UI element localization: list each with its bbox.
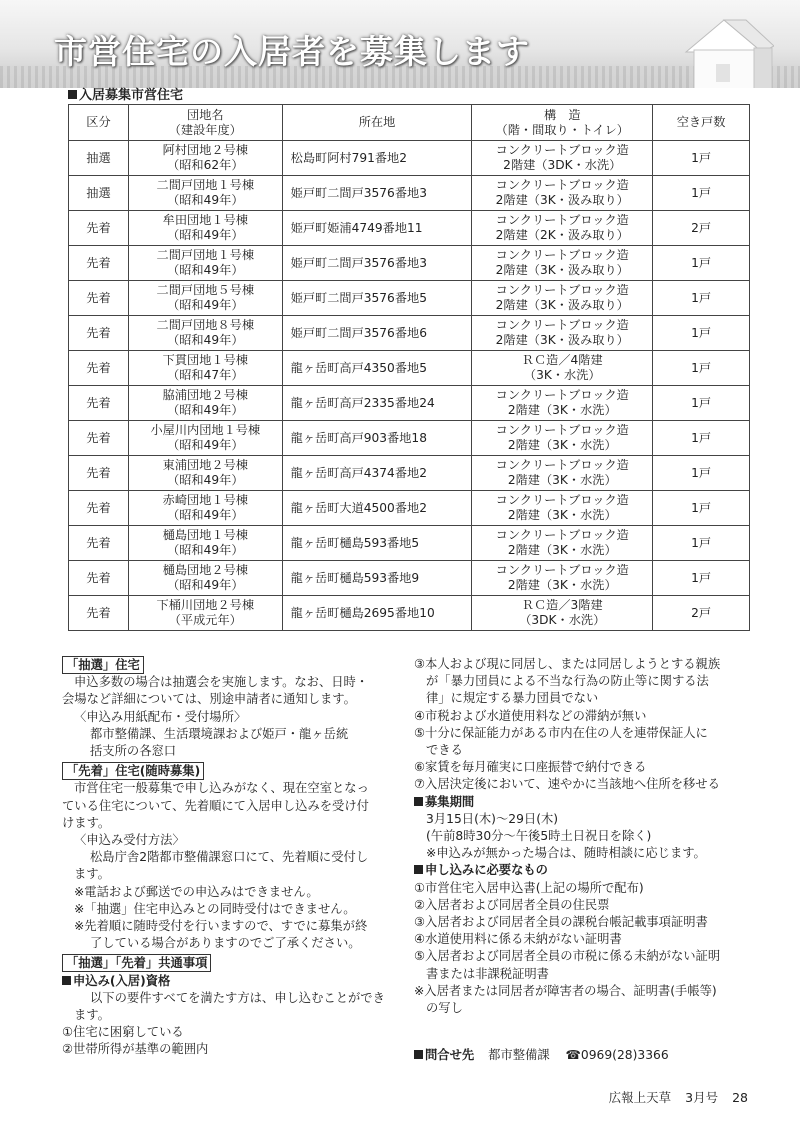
note-1: ※電話および郵送での申込みはできません。 <box>74 884 319 899</box>
header-kubun: 区分 <box>69 105 129 141</box>
cell-vacant: 1戸 <box>653 456 750 491</box>
table-row <box>69 491 750 526</box>
table-row <box>69 456 750 491</box>
cell-vacant: 1戸 <box>653 141 750 176</box>
requirement-5b: できる <box>426 743 463 758</box>
cell-name: 東浦団地２号棟 （昭和49年） <box>128 456 282 491</box>
cell-address: 龍ヶ岳町高戸903番地18 <box>282 421 472 456</box>
issue-month: 3月号 <box>685 1090 719 1105</box>
document-note-a: ※入居者または同居者が障害者の場合、証明書(手帳等) <box>414 983 717 998</box>
cell-kubun: 先着 <box>69 386 129 421</box>
table-row <box>69 351 750 386</box>
table-row <box>69 141 750 176</box>
cell-structure: コンクリートブロック造 2階建（3K・水洗） <box>472 561 653 596</box>
contact-heading: 問合せ先 <box>414 1048 474 1062</box>
publication-name: 広報上天草 <box>608 1090 672 1105</box>
housing-units-table <box>68 104 750 631</box>
table-row <box>69 421 750 456</box>
cell-kubun: 先着 <box>69 456 129 491</box>
period-note: ※申込みが無かった場合は、随時相談に応じます。 <box>426 846 706 861</box>
header-vacant: 空き戸数 <box>653 105 750 141</box>
cell-kubun: 先着 <box>69 281 129 316</box>
header-name: 団地名 （建設年度） <box>128 105 282 141</box>
page-number: 28 <box>732 1090 748 1105</box>
left-column <box>62 656 402 1059</box>
house-illustration <box>676 12 774 88</box>
chusen-place-2: 括支所の各窓口 <box>90 744 177 759</box>
table-section-label: 入居募集市営住宅 <box>68 84 183 103</box>
cell-kubun: 先着 <box>69 351 129 386</box>
cell-vacant: 1戸 <box>653 421 750 456</box>
requirement-4: ④市税および水道使用料などの滞納が無い <box>414 708 647 723</box>
chusen-place-1: 都市整備課、生活環境課および姫戸・龍ヶ岳統 <box>90 726 349 741</box>
cell-structure: コンクリートブロック造 2階建（3K・水洗） <box>472 491 653 526</box>
cell-name: 二間戸団地１号棟 （昭和49年） <box>128 246 282 281</box>
cell-address: 龍ヶ岳町樋島593番地5 <box>282 526 472 561</box>
cell-name: 二間戸団地８号棟 （昭和49年） <box>128 316 282 351</box>
period-dates: 3月15日(木)～29日(木) <box>426 811 559 826</box>
header-address: 所在地 <box>282 105 472 141</box>
chusen-text-2: 会場など詳細については、別途申請者に通知します。 <box>62 692 356 707</box>
cell-address: 龍ヶ岳町高戸4374番地2 <box>282 456 472 491</box>
cell-kubun: 先着 <box>69 491 129 526</box>
requirement-3c: 律」に規定する暴力団員でない <box>426 691 599 706</box>
cell-kubun: 先着 <box>69 526 129 561</box>
cell-name: 下桶川団地２号棟 （平成元年） <box>128 596 282 631</box>
cell-name: 脇浦団地２号棟 （昭和49年） <box>128 386 282 421</box>
note-3a: ※先着順に随時受付を行いますので、すでに募集が終 <box>74 919 368 934</box>
header-structure: 構 造 （階・間取り・トイレ） <box>472 105 653 141</box>
requirement-5a: ⑤十分に保証能力がある市内在住の人を連帯保証人に <box>414 725 708 740</box>
cell-structure: コンクリートブロック造 2階建（3K・汲み取り） <box>472 176 653 211</box>
cell-name: 牟田団地１号棟 （昭和49年） <box>128 211 282 246</box>
cell-structure: ＲＣ造／3階建 （3DK・水洗） <box>472 596 653 631</box>
requirement-2: ②世帯所得が基準の範囲内 <box>62 1042 209 1057</box>
right-column <box>414 656 754 1064</box>
cell-kubun: 先着 <box>69 316 129 351</box>
document-note-b: の写し <box>426 1001 463 1016</box>
cell-structure: コンクリートブロック造 2階建（2K・汲み取り） <box>472 211 653 246</box>
cell-structure: コンクリートブロック造 2階建（3K・水洗） <box>472 526 653 561</box>
chusen-subhead: 〈申込み用紙配布・受付場所〉 <box>74 709 247 724</box>
cell-structure: コンクリートブロック造 2階建（3DK・水洗） <box>472 141 653 176</box>
senchaku-tag: 「先着」住宅(随時募集) <box>62 762 204 780</box>
cell-vacant: 1戸 <box>653 176 750 211</box>
table-row <box>69 316 750 351</box>
note-3b: 了している場合がありますのでご了承ください。 <box>90 936 361 951</box>
contact-phone: ☎0969(28)3366 <box>565 1048 669 1063</box>
period-hours: (午前8時30分～午後5時土日祝日を除く) <box>426 829 652 844</box>
page-title: 市営住宅の入居者を募集します <box>54 32 530 71</box>
cell-address: 龍ヶ岳町大道4500番地2 <box>282 491 472 526</box>
cell-kubun: 先着 <box>69 211 129 246</box>
requirement-7: ⑦入居決定後において、速やかに当該地へ住所を移せる <box>414 777 720 792</box>
cell-kubun: 先着 <box>69 561 129 596</box>
senchaku-text-3: けます。 <box>62 815 111 830</box>
document-3: ③入居者および同居者全員の課税台帳記載事項証明書 <box>414 915 708 930</box>
cell-vacant: 1戸 <box>653 246 750 281</box>
cell-address: 龍ヶ岳町樋島2695番地10 <box>282 596 472 631</box>
contact-department: 都市整備課 <box>488 1048 550 1063</box>
table-row <box>69 386 750 421</box>
cell-kubun: 先着 <box>69 421 129 456</box>
cell-vacant: 1戸 <box>653 561 750 596</box>
cell-address: 龍ヶ岳町高戸2335番地24 <box>282 386 472 421</box>
table-header-row <box>69 105 750 141</box>
cell-structure: ＲＣ造／4階建 （3K・水洗） <box>472 351 653 386</box>
cell-name: 樋島団地１号棟 （昭和49年） <box>128 526 282 561</box>
cell-address: 姫戸町姫浦4749番地11 <box>282 211 472 246</box>
table-row <box>69 211 750 246</box>
cell-kubun: 抽選 <box>69 141 129 176</box>
table-row <box>69 176 750 211</box>
cell-address: 姫戸町二間戸3576番地5 <box>282 281 472 316</box>
cell-vacant: 1戸 <box>653 491 750 526</box>
cell-address: 龍ヶ岳町高戸4350番地5 <box>282 351 472 386</box>
cell-kubun: 抽選 <box>69 176 129 211</box>
qualification-text-2: ます。 <box>74 1008 110 1023</box>
document-1: ①市営住宅入居申込書(上記の場所で配布) <box>414 880 644 895</box>
senchaku-method-2: ます。 <box>74 867 110 882</box>
requirement-3a: ③本人および現に同居し、または同居しようとする親族 <box>414 657 721 671</box>
table-row <box>69 561 750 596</box>
table-row <box>69 526 750 561</box>
document-2: ②入居者および同居者全員の住民票 <box>414 897 610 912</box>
note-2: ※「抽選」住宅申込みとの同時受付はできません。 <box>74 901 356 916</box>
qualification-text-1: 以下の要件すべてを満たす方は、申し込むことができ <box>90 990 385 1005</box>
cell-structure: コンクリートブロック造 2階建（3K・汲み取り） <box>472 316 653 351</box>
requirement-1: ①住宅に困窮している <box>62 1025 184 1040</box>
cell-name: 樋島団地２号棟 （昭和49年） <box>128 561 282 596</box>
table-row <box>69 246 750 281</box>
senchaku-text-1: 市営住宅一般募集で申し込みがなく、現在空室となっ <box>74 781 369 796</box>
qualification-heading: 申込み(入居)資格 <box>62 973 402 990</box>
cell-vacant: 2戸 <box>653 596 750 631</box>
cell-address: 姫戸町二間戸3576番地3 <box>282 246 472 281</box>
chusen-text-1: 申込多数の場合は抽選会を実施します。なお、日時・ <box>74 675 369 690</box>
cell-structure: コンクリートブロック造 2階建（3K・水洗） <box>472 386 653 421</box>
requirement-3b: が「暴力団員による不当な行為の防止等に関する法 <box>426 674 709 689</box>
documents-heading: 申し込みに必要なもの <box>414 862 754 879</box>
cell-structure: コンクリートブロック造 2階建（3K・水洗） <box>472 421 653 456</box>
cell-address: 松島町阿村791番地2 <box>282 141 472 176</box>
cell-name: 阿村団地２号棟 （昭和62年） <box>128 141 282 176</box>
cell-kubun: 先着 <box>69 596 129 631</box>
cell-address: 姫戸町二間戸3576番地3 <box>282 176 472 211</box>
cell-structure: コンクリートブロック造 2階建（3K・汲み取り） <box>472 281 653 316</box>
cell-vacant: 1戸 <box>653 351 750 386</box>
senchaku-text-2: ている住宅について、先着順にて入居申し込みを受け付 <box>62 798 369 813</box>
page-footer <box>609 1088 748 1106</box>
chusen-tag: 「抽選」住宅 <box>62 656 144 674</box>
cell-vacant: 1戸 <box>653 316 750 351</box>
cell-name: 二間戸団地５号棟 （昭和49年） <box>128 281 282 316</box>
cell-name: 赤崎団地１号棟 （昭和49年） <box>128 491 282 526</box>
cell-name: 小屋川内団地１号棟 （昭和49年） <box>128 421 282 456</box>
title-banner <box>0 0 800 88</box>
table-row <box>69 281 750 316</box>
table-body <box>69 141 750 631</box>
cell-name: 下貫団地１号棟 （昭和47年） <box>128 351 282 386</box>
document-4: ④水道使用料に係る未納がない証明書 <box>414 932 622 947</box>
cell-vacant: 1戸 <box>653 526 750 561</box>
cell-structure: コンクリートブロック造 2階建（3K・汲み取り） <box>472 246 653 281</box>
cell-kubun: 先着 <box>69 246 129 281</box>
cell-address: 姫戸町二間戸3576番地6 <box>282 316 472 351</box>
table-row <box>69 596 750 631</box>
senchaku-method-1: 松島庁舎2階都市整備課窓口にて、先着順に受付し <box>90 850 369 865</box>
requirement-6: ⑥家賃を毎月確実に口座振替で納付できる <box>414 760 647 775</box>
cell-vacant: 2戸 <box>653 211 750 246</box>
cell-vacant: 1戸 <box>653 386 750 421</box>
cell-structure: コンクリートブロック造 2階建（3K・水洗） <box>472 456 653 491</box>
cell-vacant: 1戸 <box>653 281 750 316</box>
document-5b: 書または非課税証明書 <box>426 966 549 981</box>
contact-line <box>414 1047 754 1064</box>
document-5a: ⑤入居者および同居者全員の市税に係る未納がない証明 <box>414 949 721 964</box>
cell-address: 龍ヶ岳町樋島593番地9 <box>282 561 472 596</box>
cell-name: 二間戸団地１号棟 （昭和49年） <box>128 176 282 211</box>
common-tag: 「抽選」「先着」共通事項 <box>62 954 211 972</box>
senchaku-subhead: 〈申込み受付方法〉 <box>74 833 185 848</box>
period-heading: 募集期間 <box>414 794 754 811</box>
